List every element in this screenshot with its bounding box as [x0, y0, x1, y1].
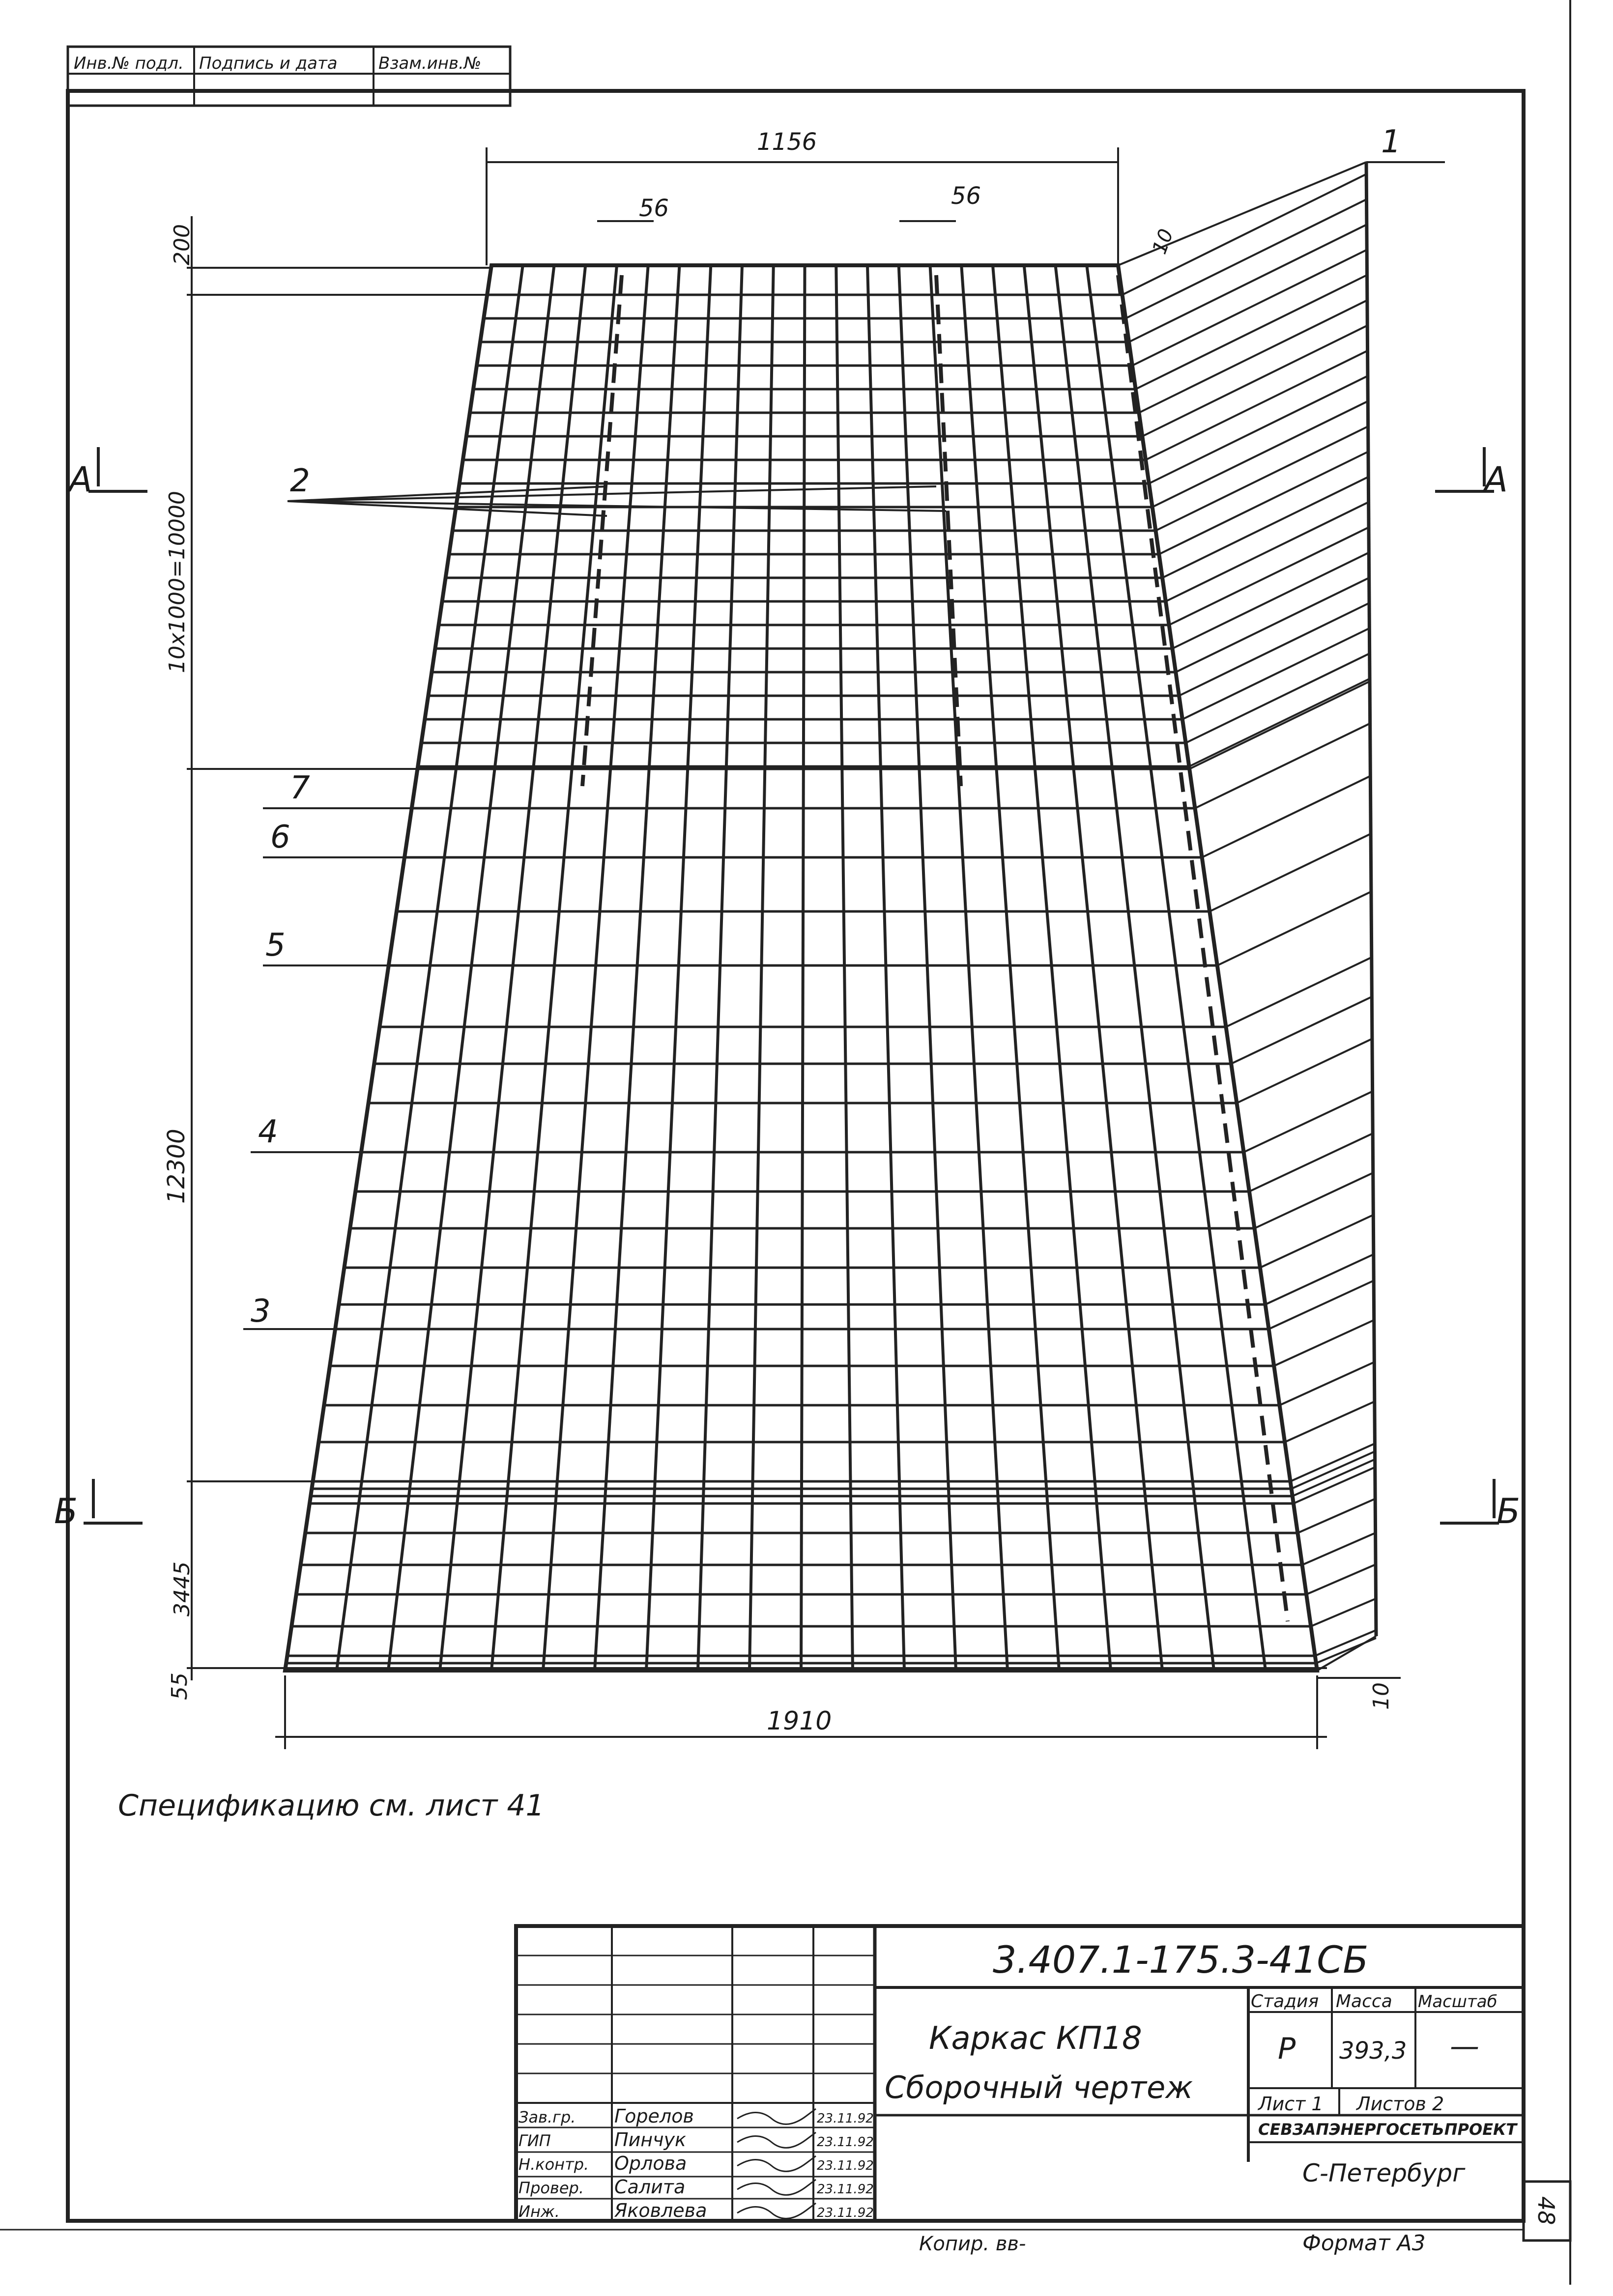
role-name: Пинчук	[614, 2129, 687, 2151]
section-a-left: А	[69, 459, 92, 500]
dim-top-gap-left: 56	[639, 195, 669, 222]
title-line1: Каркас КП18	[929, 2020, 1142, 2057]
role-label: Н.контр.	[518, 2155, 589, 2174]
specification-note: Спецификацию см. лист 41	[118, 1788, 545, 1823]
stamp-vzam: Взам.инв.№	[378, 54, 482, 73]
sheet-count: Листов 2	[1356, 2093, 1444, 2115]
scale-value: —	[1450, 2029, 1479, 2064]
dim-top-gap-right: 56	[951, 182, 981, 210]
dim-bottom-width: 1910	[767, 1706, 832, 1736]
role-label: Провер.	[518, 2179, 584, 2197]
role-date: 23.11.92	[817, 2158, 874, 2173]
position-label: 5	[265, 927, 286, 964]
signature	[737, 2180, 816, 2195]
role-label: ГИП	[518, 2131, 551, 2150]
position-label: 6	[270, 819, 290, 855]
dim-top-small: 10	[1148, 226, 1178, 257]
organization: СЕВЗАПЭНЕРГОСЕТЬПРОЕКТ	[1258, 2120, 1517, 2139]
title-line2: Сборочный чертеж	[885, 2069, 1193, 2105]
format-label: Формат А3	[1302, 2231, 1426, 2256]
position-label: 4	[258, 1114, 278, 1150]
role-label: Зав.гр.	[518, 2108, 576, 2126]
section-b-right: Б	[1497, 1491, 1521, 1531]
sheet-number: Лист 1	[1258, 2093, 1324, 2115]
dim-left-mid: 12300	[163, 1129, 190, 1204]
stamp-inv: Инв.№ подл.	[74, 54, 184, 73]
position-label: 3	[251, 1293, 271, 1330]
role-date: 23.11.92	[817, 2206, 874, 2220]
header-stage: Стадия	[1251, 1991, 1319, 2012]
position-label: 7	[290, 770, 310, 806]
signature	[737, 2132, 816, 2148]
role-label: Инж.	[518, 2202, 560, 2221]
document-code: 3.407.1-175.3-41СБ	[993, 1938, 1369, 1982]
dim-bottom-small: 10	[1369, 1682, 1394, 1710]
signature	[737, 2203, 816, 2218]
role-name: Салита	[614, 2176, 686, 2198]
mass-value: 393,3	[1339, 2037, 1407, 2065]
dim-top-width: 1156	[757, 128, 817, 156]
dim-left-upper: 10x1000=10000	[165, 491, 190, 673]
role-date: 23.11.92	[817, 2135, 874, 2150]
role-name: Орлова	[614, 2153, 687, 2174]
role-date: 23.11.92	[817, 2111, 874, 2126]
position-label: 1	[1381, 124, 1401, 160]
section-b-left: Б	[54, 1491, 78, 1531]
role-date: 23.11.92	[817, 2182, 874, 2197]
signature	[737, 2109, 816, 2124]
stamp-sign: Подпись и дата	[199, 54, 338, 73]
header-mass: Масса	[1336, 1991, 1392, 2012]
dim-left-top: 200	[170, 224, 195, 265]
dim-left-lower: 3445	[170, 1561, 195, 1616]
header-scale: Масштаб	[1418, 1992, 1498, 2012]
section-a-right: А	[1484, 459, 1508, 500]
copied-label: Копир. вв-	[919, 2233, 1026, 2255]
position-label: 2	[290, 463, 310, 499]
role-name: Горелов	[614, 2105, 694, 2127]
dim-left-bottom: 55	[167, 1672, 192, 1700]
role-name: Яковлева	[614, 2200, 707, 2221]
signature	[737, 2156, 816, 2171]
stage-value: Р	[1278, 2032, 1296, 2066]
city: С-Петербург	[1302, 2159, 1466, 2187]
page-number: 48	[1533, 2196, 1559, 2225]
